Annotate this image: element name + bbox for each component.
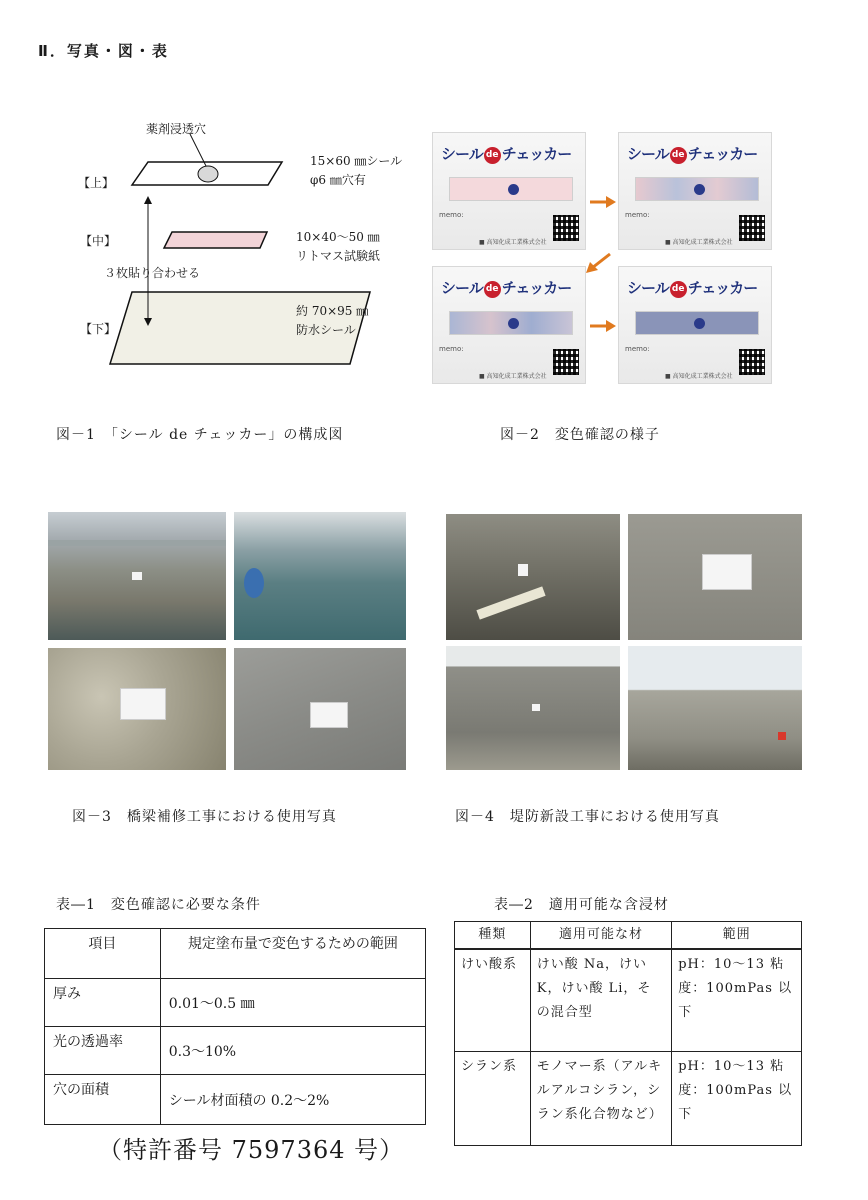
stack-arrow-head-up xyxy=(144,196,152,204)
bridge-photo-4 xyxy=(234,648,406,770)
figure-2-caption: 図－2 変色確認の様子 xyxy=(500,427,660,443)
arrow-down-left xyxy=(592,254,610,268)
checker-card-2 xyxy=(618,132,772,250)
checker-sheet-shape xyxy=(518,564,528,576)
table-1-cell: 厚み xyxy=(45,979,161,1027)
card-logo: シール de チェッカー xyxy=(627,145,758,163)
checker-card-1 xyxy=(432,132,586,250)
table-2-cell: pH：10～13 粘度：100mPas 以下 xyxy=(672,1051,802,1145)
note-top-line1: 15×60 ㎜シール xyxy=(310,154,403,168)
figure-3-caption: 図－3 橋梁補修工事における使用写真 xyxy=(72,809,337,825)
arrow-right-top-head xyxy=(606,196,616,208)
table-row xyxy=(455,949,802,1051)
label-top: 【上】 xyxy=(78,176,115,190)
memo-label: memo: xyxy=(625,345,650,353)
qr-code-icon xyxy=(553,349,579,375)
table-row xyxy=(455,1051,802,1145)
label-bottom: 【下】 xyxy=(80,322,117,336)
memo-label: memo: xyxy=(439,211,464,219)
worker-shape xyxy=(244,568,264,598)
patent-number: （特許番号 7597364 号） xyxy=(98,1136,405,1164)
memo-label: memo: xyxy=(439,345,464,353)
cone-shape xyxy=(778,732,786,740)
checker-sheet-shape xyxy=(310,702,348,728)
note-top-line2: φ6 ㎜穴有 xyxy=(310,173,366,187)
litmus-strip xyxy=(449,311,573,335)
hole-pointer xyxy=(190,134,206,166)
table-2-cell: モノマー系（アルキルアルコシラン，シラン系化合物など） xyxy=(530,1051,672,1145)
figure-1-caption: 図－1 「シール de チェッカー」の構成図 xyxy=(56,427,344,443)
note-bottom xyxy=(296,302,368,340)
table-2-header-type: 種類 xyxy=(455,922,531,950)
hole-dot xyxy=(694,318,705,329)
note-mid-line1: 10×40～50 ㎜ xyxy=(296,230,380,244)
embankment-photo-2 xyxy=(628,514,802,640)
litmus-strip xyxy=(449,177,573,201)
arrow-down-left-head xyxy=(586,262,598,273)
litmus-strip xyxy=(635,177,759,201)
memo-label: memo: xyxy=(625,211,650,219)
checker-sheet-shape xyxy=(132,572,142,580)
label-middle: 【中】 xyxy=(80,234,117,248)
table-1-cell: 0.3～10% xyxy=(160,1027,425,1075)
table-1-cell: 0.01～0.5 ㎜ xyxy=(160,979,425,1027)
qr-code-icon xyxy=(553,215,579,241)
note-top xyxy=(310,152,402,190)
table-2-cell: シラン系 xyxy=(455,1051,531,1145)
table-row xyxy=(45,1027,426,1075)
hole-dot xyxy=(508,184,519,195)
table-2-cell: けい酸系 xyxy=(455,949,531,1051)
litmus-paper-shape xyxy=(164,232,267,248)
bridge-photo-2 xyxy=(234,512,406,640)
table-1-cell: 穴の面積 xyxy=(45,1075,161,1125)
stack-label: ３枚貼り合わせる xyxy=(104,266,201,280)
roller-shape xyxy=(476,586,545,619)
hole-dot xyxy=(694,184,705,195)
table-row xyxy=(45,979,426,1027)
embankment-photo-4 xyxy=(628,646,802,770)
bridge-photo-3 xyxy=(48,648,226,770)
figure-1-diagram xyxy=(60,110,420,400)
figure-2-cards xyxy=(432,132,780,384)
checker-card-4 xyxy=(618,266,772,384)
table-1-cell: シール材面積の 0.2～2% xyxy=(160,1075,425,1125)
railing-shape xyxy=(48,540,226,546)
table-1-header-range: 規定塗布量で変色するための範囲 xyxy=(160,929,425,979)
qr-code-icon xyxy=(739,215,765,241)
embankment-photo-3 xyxy=(446,646,620,770)
table-2 xyxy=(454,921,802,1146)
table-2-cell: pH：10～13 粘度：100mPas 以下 xyxy=(672,949,802,1051)
card-logo: シール de チェッカー xyxy=(441,145,572,163)
note-middle xyxy=(296,228,380,266)
section-title: Ⅱ．写真・図・表 xyxy=(38,42,169,60)
note-bottom-line2: 防水シール xyxy=(296,323,356,337)
checker-sheet-shape xyxy=(532,704,540,711)
bridge-photo-1 xyxy=(48,512,226,640)
maker-label: ■ 高知化成工業株式会社 xyxy=(479,239,547,246)
hole-shape xyxy=(198,166,218,182)
note-mid-line2: リトマス試験紙 xyxy=(296,249,381,263)
table-2-header-material: 適用可能な材 xyxy=(530,922,672,950)
checker-sheet-shape xyxy=(702,554,752,590)
table-1-cell: 光の透過率 xyxy=(45,1027,161,1075)
hole-label: 薬剤浸透穴 xyxy=(146,122,207,136)
card-logo: シール de チェッカー xyxy=(627,279,758,297)
card-logo: シール de チェッカー xyxy=(441,279,572,297)
figure-4-caption: 図－4 堤防新設工事における使用写真 xyxy=(455,809,720,825)
maker-label: ■ 高知化成工業株式会社 xyxy=(665,239,733,246)
table-1-header-item: 項目 xyxy=(45,929,161,979)
maker-label: ■ 高知化成工業株式会社 xyxy=(665,373,733,380)
maker-label: ■ 高知化成工業株式会社 xyxy=(479,373,547,380)
table-1-title: 表―1 変色確認に必要な条件 xyxy=(56,897,261,913)
arrow-right-bottom-head xyxy=(606,320,616,332)
table-2-cell: けい酸 Na，けい K，けい酸 Li，その混合型 xyxy=(530,949,672,1051)
qr-code-icon xyxy=(739,349,765,375)
hole-dot xyxy=(508,318,519,329)
note-bottom-line1: 約 70×95 ㎜ xyxy=(296,304,369,318)
table-2-header-range: 範囲 xyxy=(672,922,802,950)
litmus-strip xyxy=(635,311,759,335)
checker-card-3 xyxy=(432,266,586,384)
table-2-title: 表―2 適用可能な含浸材 xyxy=(494,897,669,913)
table-row xyxy=(45,1075,426,1125)
checker-sheet-shape xyxy=(120,688,166,720)
table-1 xyxy=(44,928,426,1125)
embankment-photo-1 xyxy=(446,514,620,640)
